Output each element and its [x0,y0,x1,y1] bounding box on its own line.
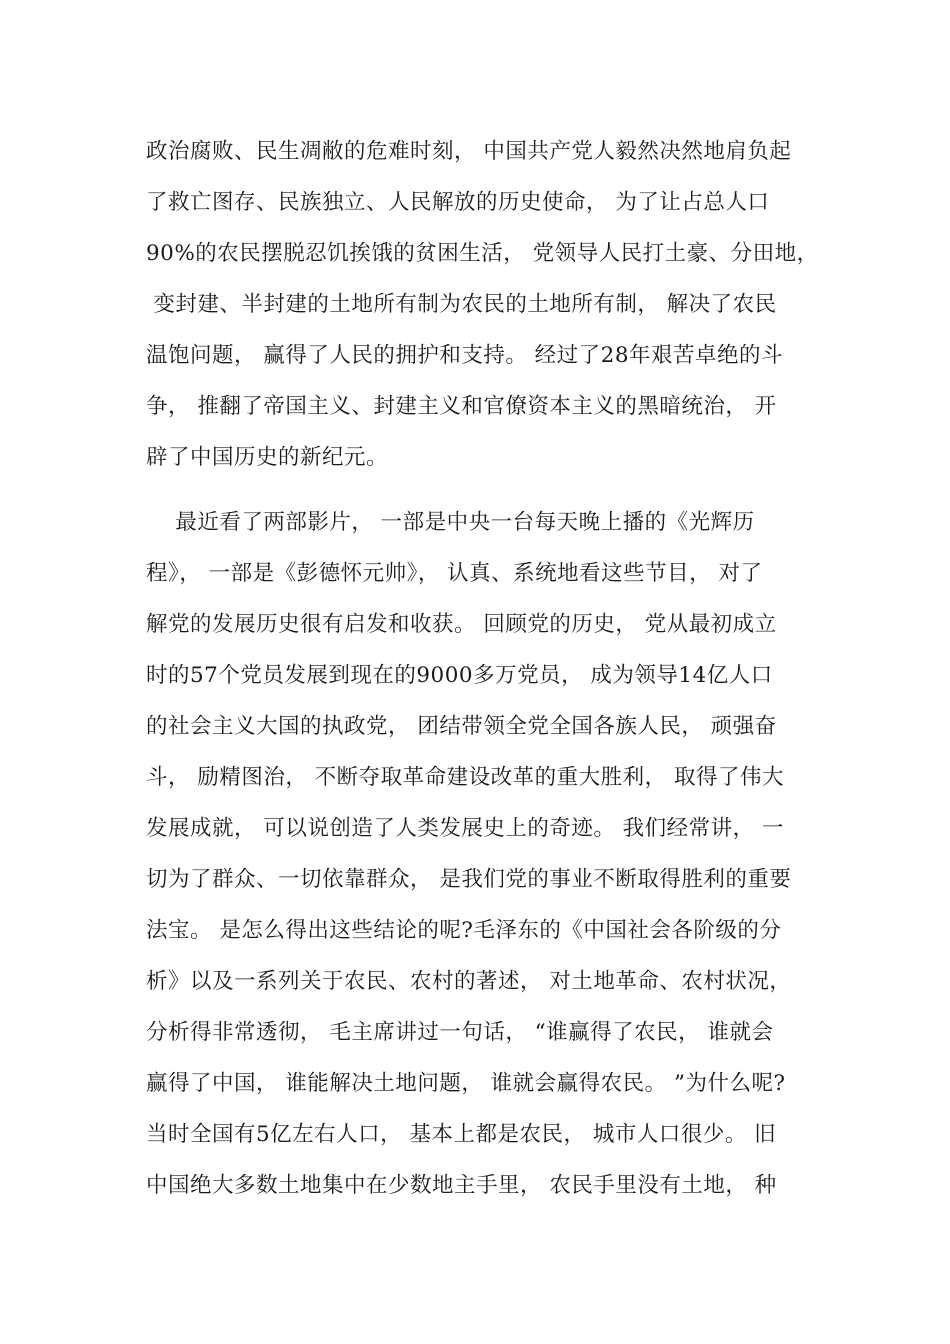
text-line: 切为了群众、一切依靠群众， 是我们党的事业不断取得胜利的重要 [146,867,792,892]
text-line: 法宝。 是怎么得出这些结论的呢?毛泽东的《中国社会各阶级的分 [146,918,782,943]
text-line: 解党的发展历史很有启发和收获。 回顾党的历史， 党从最初成立 [146,612,777,637]
text-line: 最近看了两部影片， 一部是中央一台每天晚上播的《光辉历 [146,510,755,535]
text-line: 时的57个党员发展到现在的9000多万党员， 成为领导14亿人口 [146,663,773,688]
text-line: 当时全国有5亿左右人口， 基本上都是农民， 城市人口很少。 旧 [146,1122,777,1147]
text-line: 赢得了中国， 谁能解决土地问题， 谁就会赢得农民。 ”为什么呢? [146,1071,786,1096]
text-line: 政治腐败、民生凋敝的危难时刻， 中国共产党人毅然决然地肩负起 [146,139,792,164]
text-line: 90%的农民摆脱忍饥挨饿的贫困生活， 党领导人民打土豪、分田地， [146,241,819,266]
text-line: 温饱问题， 赢得了人民的拥护和支持。 经过了28年艰苦卓绝的斗 [146,343,784,368]
text-line: 争， 推翻了帝国主义、封建主义和官僚资本主义的黑暗统治， 开 [146,394,777,419]
text-line: 斗， 励精图治， 不断夺取革命建设改革的重大胜利， 取得了伟大 [146,765,785,790]
text-line: 辟了中国历史的新纪元。 [146,445,389,470]
text-line: 变封建、半封建的土地所有制为农民的土地所有制， 解决了农民 [146,292,777,317]
text-line: 中国绝大多数土地集中在少数地主手里， 农民手里没有土地， 种 [146,1173,777,1198]
text-line: 程》， 一部是《彭德怀元帅》， 认真、系统地看这些节目， 对了 [146,561,763,586]
text-line: 的社会主义大国的执政党， 团结带领全党全国各族人民， 顽强奋 [146,714,777,739]
text-line: 发展成就， 可以说创造了人类发展史上的奇迹。 我们经常讲， 一 [146,816,785,841]
text-line: 分析得非常透彻， 毛主席讲过一句话， “谁赢得了农民， 谁就会 [146,1020,774,1045]
text-line: 了救亡图存、民族独立、人民解放的历史使命， 为了让占总人口 [146,190,770,215]
text-line: 析》以及一系列关于农民、农村的著述， 对土地革命、农村状况， [146,969,792,994]
